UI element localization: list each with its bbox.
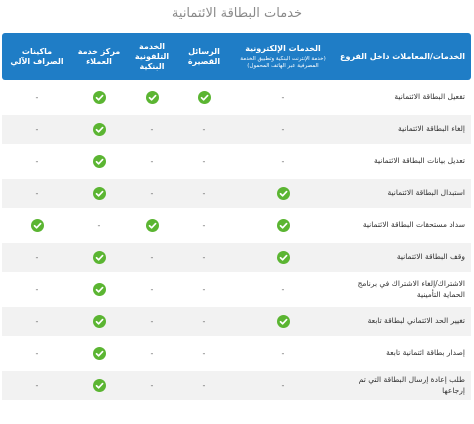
- table-row: [2, 115, 471, 144]
- availability-cell: [230, 211, 336, 240]
- check-icon: [93, 187, 106, 200]
- dash-icon: -: [281, 349, 285, 358]
- column-header-call-center: مركز خدمة العملاء: [72, 33, 126, 80]
- availability-cell: [230, 83, 336, 112]
- dash-icon: -: [202, 221, 206, 230]
- availability-cell: [126, 243, 178, 272]
- column-header-sms: الرسائل القصيرة: [178, 33, 230, 80]
- dash-icon: -: [35, 349, 39, 358]
- column-header-atm: ماكينات الصراف الآلي: [2, 33, 72, 80]
- dash-icon: -: [202, 381, 206, 390]
- availability-cell: [2, 115, 72, 144]
- check-icon: [93, 315, 106, 328]
- availability-cell: [72, 211, 126, 240]
- service-name: إصدار بطاقة ائتمانية تابعة: [386, 348, 465, 358]
- dash-icon: -: [202, 189, 206, 198]
- availability-cell: [230, 371, 336, 400]
- service-name: وقف البطاقة الائتمانية: [336, 243, 471, 272]
- check-icon: [277, 251, 290, 264]
- availability-cell: [72, 243, 126, 272]
- availability-cell: [126, 275, 178, 304]
- availability-cell: [126, 211, 178, 240]
- availability-cell: [2, 211, 72, 240]
- table-row: [2, 179, 471, 208]
- availability-cell: [72, 147, 126, 176]
- availability-cell: [126, 371, 178, 400]
- availability-cell: [2, 83, 72, 112]
- availability-cell: [72, 275, 126, 304]
- dash-icon: -: [202, 317, 206, 326]
- service-name: تفعيل البطاقة الائتمانية: [394, 92, 465, 102]
- availability-cell: [230, 115, 336, 144]
- page-title: خدمات البطاقة الائتمانية: [171, 6, 303, 21]
- availability-cell: [2, 243, 72, 272]
- table-row: [2, 307, 471, 336]
- availability-cell: [72, 371, 126, 400]
- check-icon: [93, 251, 106, 264]
- service-name: سداد مستحقات البطاقة الائتمانية: [362, 220, 465, 230]
- availability-cell: [178, 211, 230, 240]
- availability-cell: [230, 179, 336, 208]
- availability-cell: [2, 339, 72, 368]
- dash-icon: -: [281, 157, 285, 166]
- table-header-row: [2, 33, 471, 80]
- availability-cell: [2, 307, 72, 336]
- dash-icon: -: [97, 221, 101, 230]
- check-icon: [93, 347, 106, 360]
- dash-icon: -: [281, 93, 285, 102]
- dash-icon: -: [35, 285, 39, 294]
- service-name: الاشتراك/إلغاء الاشتراك في برنامج الحماية التأمينية: [357, 279, 465, 299]
- availability-cell: [178, 115, 230, 144]
- table-body: [2, 83, 471, 400]
- dash-icon: -: [35, 381, 39, 390]
- dash-icon: -: [202, 285, 206, 294]
- availability-cell: [72, 115, 126, 144]
- dash-icon: -: [150, 189, 154, 198]
- services-table-container: [2, 30, 471, 403]
- dash-icon: -: [202, 253, 206, 262]
- dash-icon: -: [150, 125, 154, 134]
- availability-cell: [126, 179, 178, 208]
- dash-icon: -: [150, 349, 154, 358]
- availability-cell: [72, 83, 126, 112]
- column-header-phone-banking: الخدمة التلفونية البنكية: [126, 33, 178, 80]
- availability-cell: [178, 179, 230, 208]
- availability-cell: [2, 275, 72, 304]
- availability-cell: [230, 339, 336, 368]
- availability-cell: [178, 147, 230, 176]
- check-icon: [277, 187, 290, 200]
- dash-icon: -: [35, 157, 39, 166]
- availability-cell: [178, 243, 230, 272]
- column-header-branches: الخدمات/المعاملات داخل الفروع: [336, 33, 471, 80]
- availability-cell: [2, 179, 72, 208]
- dash-icon: -: [281, 285, 285, 294]
- dash-icon: -: [202, 157, 206, 166]
- table-row: [2, 83, 471, 112]
- column-header-electronic-note: (خدمة الإنترنت البنكية وتطبيق الخدمة المصرفية عبر الهاتف المحمول): [240, 55, 326, 69]
- availability-cell: [72, 339, 126, 368]
- availability-cell: [126, 115, 178, 144]
- check-icon: [277, 315, 290, 328]
- availability-cell: [126, 83, 178, 112]
- column-header-electronic: الخدمات الإلكترونية (خدمة الإنترنت البنكية وتطبيق الخدمة المصرفية عبر الهاتف المحمول): [230, 33, 336, 80]
- availability-cell: [230, 147, 336, 176]
- dash-icon: -: [150, 157, 154, 166]
- check-icon: [146, 91, 159, 104]
- check-icon: [31, 219, 44, 232]
- dash-icon: -: [202, 349, 206, 358]
- availability-cell: [178, 275, 230, 304]
- service-name: تعديل بيانات البطاقة الائتمانية: [373, 156, 465, 166]
- service-name: إلغاء البطاقة الائتمانية: [336, 115, 471, 144]
- availability-cell: [126, 307, 178, 336]
- check-icon: [93, 155, 106, 168]
- availability-cell: [230, 243, 336, 272]
- dash-icon: -: [150, 381, 154, 390]
- dash-icon: -: [35, 125, 39, 134]
- table-row: [2, 147, 471, 176]
- table-row: [2, 275, 471, 304]
- availability-cell: [2, 371, 72, 400]
- dash-icon: -: [150, 253, 154, 262]
- check-icon: [198, 91, 211, 104]
- service-name: استبدال البطاقة الائتمانية: [336, 179, 471, 208]
- availability-cell: [126, 147, 178, 176]
- availability-cell: [126, 339, 178, 368]
- service-name: تغيير الحد الائتماني لبطاقة تابعة: [336, 307, 471, 336]
- availability-cell: [230, 307, 336, 336]
- dash-icon: -: [281, 125, 285, 134]
- availability-cell: [178, 307, 230, 336]
- dash-icon: -: [35, 189, 39, 198]
- table-row: [2, 339, 471, 368]
- check-icon: [93, 91, 106, 104]
- availability-cell: [178, 371, 230, 400]
- check-icon: [93, 123, 106, 136]
- availability-cell: [72, 307, 126, 336]
- availability-cell: [178, 339, 230, 368]
- table-row: [2, 371, 471, 400]
- availability-cell: [178, 83, 230, 112]
- dash-icon: -: [202, 125, 206, 134]
- availability-cell: [230, 275, 336, 304]
- check-icon: [277, 219, 290, 232]
- dash-icon: -: [35, 93, 39, 102]
- services-table: [2, 30, 471, 403]
- check-icon: [93, 283, 106, 296]
- dash-icon: -: [35, 253, 39, 262]
- check-icon: [93, 379, 106, 392]
- availability-cell: [2, 147, 72, 176]
- dash-icon: -: [281, 381, 285, 390]
- table-row: [2, 211, 471, 240]
- dash-icon: -: [150, 317, 154, 326]
- check-icon: [146, 219, 159, 232]
- availability-cell: [72, 179, 126, 208]
- dash-icon: -: [150, 285, 154, 294]
- dash-icon: -: [35, 317, 39, 326]
- table-row: [2, 243, 471, 272]
- service-name: طلب إعادة إرسال البطاقة التي تم إرجاعها: [336, 371, 471, 400]
